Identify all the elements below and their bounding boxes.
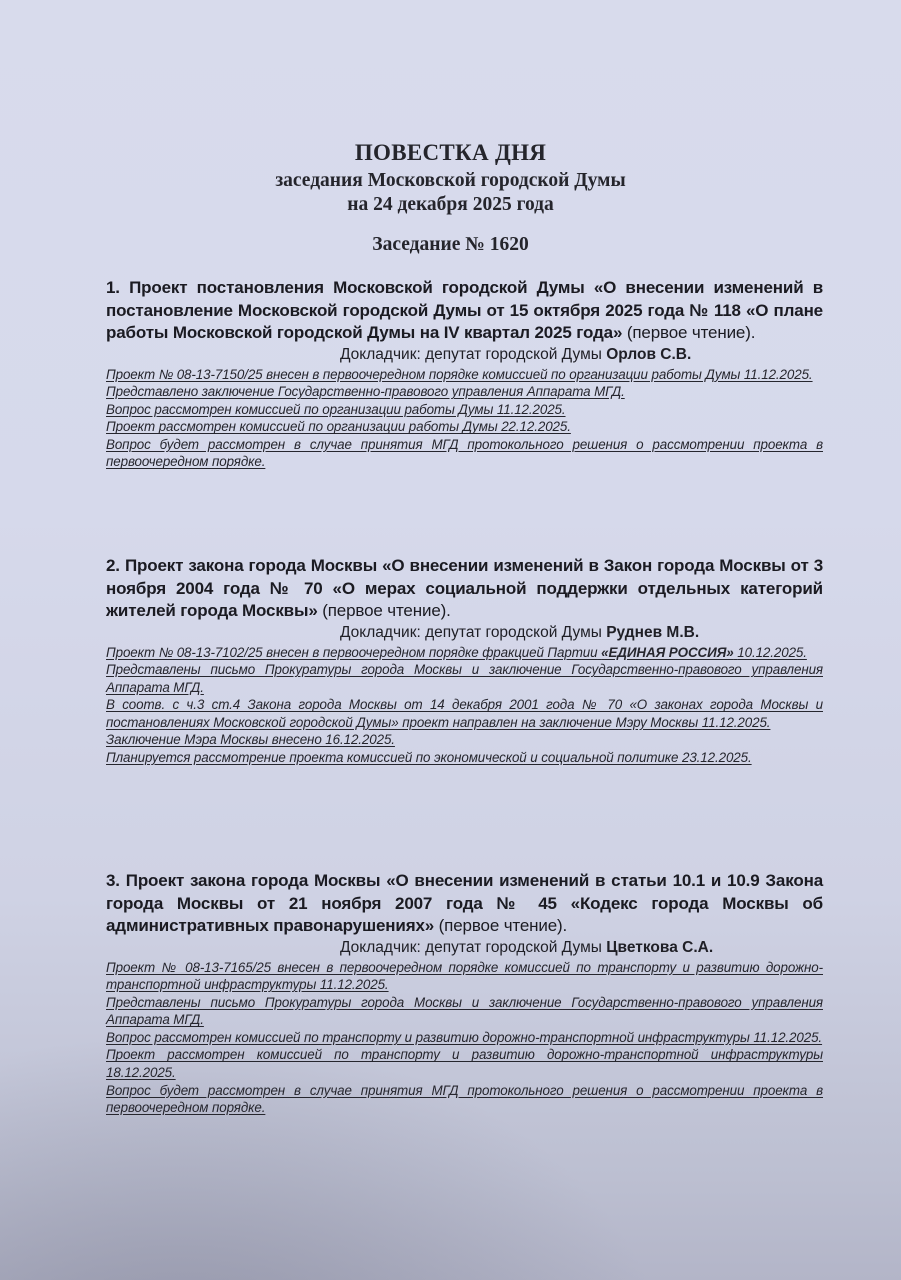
agenda-item-1 <box>106 277 823 471</box>
agenda-item-title <box>106 870 823 938</box>
party-name: «ЕДИНАЯ РОССИЯ» <box>601 644 734 660</box>
note-line: Проект № 08-13-7165/25 внесен в первоочередном порядке комиссией по транспорту и развитию дорожно-транспортной инфраструктуры 11.12.2025. <box>106 959 823 993</box>
item-number: 1. <box>106 278 120 297</box>
speaker-line <box>106 938 823 958</box>
document-date-line: на 24 декабря 2025 года <box>347 194 554 215</box>
item-title-text: Проект закона города Москвы «О внесении изменений в статьи 10.1 и 10.9 Закона города Москвы от 21 ноября 2007 года № 45 «Кодекс города Москвы об административных правонарушениях» <box>106 871 823 935</box>
speaker-label: Докладчик: депутат городской Думы <box>340 623 602 641</box>
speaker-name: Орлов С.В. <box>606 345 692 363</box>
document-subtitle-line1: заседания Московской городской Думы <box>275 170 626 191</box>
speaker-line <box>106 345 823 365</box>
session-number: Заседание № 1620 <box>372 234 529 255</box>
note-text: Проект № 08-13-7102/25 внесен в первоочередном порядке фракцией Партии <box>106 644 598 660</box>
agenda-item-title <box>106 555 823 623</box>
item-notes <box>106 366 823 472</box>
reading-stage: (первое чтение). <box>322 601 451 620</box>
note-line: Проект рассмотрен комиссией по организации работы Думы 22.12.2025. <box>106 419 571 435</box>
agenda-item-3 <box>106 870 823 1117</box>
note-line: Планируется рассмотрение проекта комиссией по экономической и социальной политике 23.12.2025. <box>106 750 752 766</box>
note-line: В соотв. с ч.3 ст.4 Закона города Москвы от 14 декабря 2001 года № 70 «О законах города Москвы и постановлениях Московской городской Думы» проект направлен на заключение Мэру Москвы 11.12.2025. <box>106 697 823 730</box>
document-title: ПОВЕСТКА ДНЯ <box>354 140 547 165</box>
note-line: Заключение Мэра Москвы внесено 16.12.2025. <box>106 732 395 748</box>
note-line: Проект № 08-13-7150/25 внесен в первоочередном порядке комиссией по организации работы Думы 11.12.2025. <box>106 366 813 382</box>
note-line: Представлено заключение Государственно-правового управления Аппарата МГД. <box>106 384 625 400</box>
note-line: Вопрос будет рассмотрен в случае принятия МГД протокольного решения о рассмотрении проекта в первоочередном порядке. <box>106 1082 823 1116</box>
item-number: 3. <box>106 871 120 890</box>
item-title-text: Проект закона города Москвы «О внесении изменений в Закон города Москвы от 3 ноября 2004 года № 70 «О мерах социальной поддержки отдельных категорий жителей города Москвы» <box>106 556 823 620</box>
agenda-item-title <box>106 277 823 345</box>
reading-stage: (первое чтение). <box>438 916 568 935</box>
agenda-item-2 <box>106 555 823 767</box>
item-title-text: Проект постановления Московской городской Думы «О внесении изменений в постановление Московской городской Думы от 15 октября 2025 года № 118 «О плане работы Московской городской Думы на IV квартал 2025 года» <box>106 278 823 342</box>
speaker-label: Докладчик: депутат городской Думы <box>340 345 602 363</box>
note-line: Проект рассмотрен комиссией по транспорту и развитию дорожно-транспортной инфраструктуры 18.12.2025. <box>106 1047 823 1081</box>
note-date: 10.12.2025. <box>737 644 807 660</box>
note-line <box>106 644 823 662</box>
reading-stage: (первое чтение). <box>626 323 756 342</box>
speaker-label: Докладчик: депутат городской Думы <box>340 938 602 956</box>
speaker-name: Руднев М.В. <box>606 623 700 641</box>
note-line: Представлены письмо Прокуратуры города Москвы и заключение Государственно-правового управления Аппарата МГД. <box>106 994 823 1028</box>
speaker-name: Цветкова С.А. <box>606 938 714 956</box>
note-line: Вопрос будет рассмотрен в случае принятия МГД протокольного решения о рассмотрении проекта в первоочередном порядке. <box>106 436 823 470</box>
note-line: Вопрос рассмотрен комиссией по транспорту и развитию дорожно-транспортной инфраструктуры 11.12.2025. <box>106 1029 823 1045</box>
item-number: 2. <box>106 556 120 575</box>
note-line: Представлены письмо Прокуратуры города Москвы и заключение Государственно-правового управления Аппарата МГД. <box>106 662 823 695</box>
speaker-line <box>106 623 823 643</box>
item-notes <box>106 644 823 767</box>
item-notes <box>106 959 823 1117</box>
note-line: Вопрос рассмотрен комиссией по организации работы Думы 11.12.2025. <box>106 401 566 417</box>
